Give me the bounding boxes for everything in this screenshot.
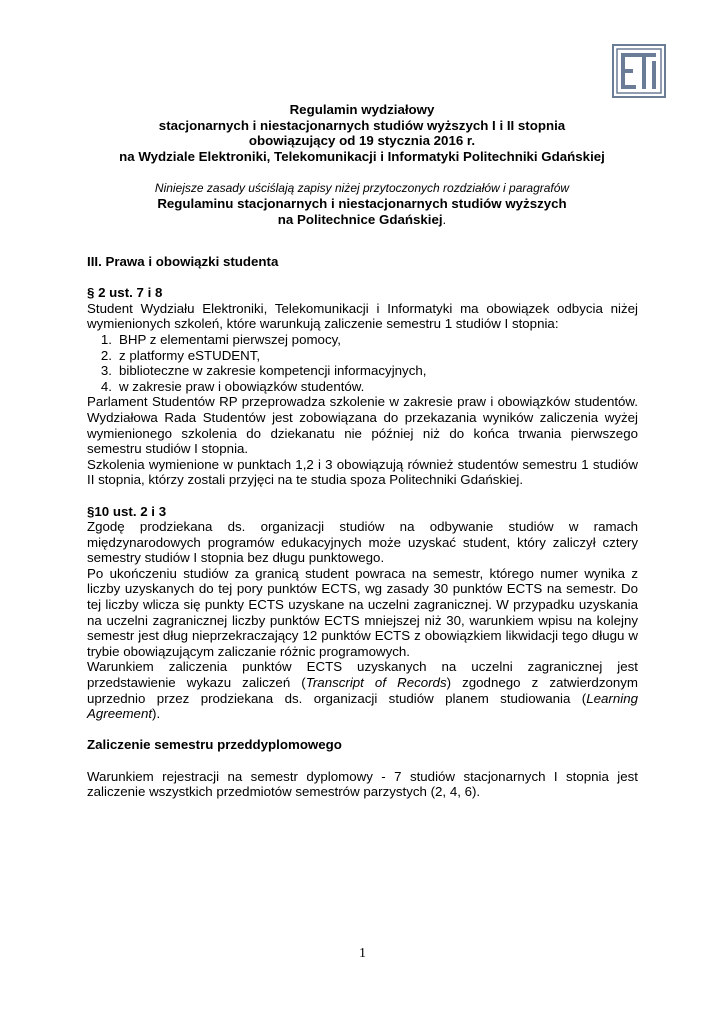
paragraph-10-text-1: Zgodę prodziekana ds. organizacji studiów na odbywanie studiów w ramach międzynarodowych programów edukacyjnych może uzyskać student, który zaliczył cztery semestry studiów I stopnia bez długu punktowego.	[87, 519, 638, 566]
text-run: Warunkiem zaliczenia punktów ECTS uzyskanych na uczelni zagranicznej jest przedstawienie wykazu zaliczeń (	[87, 659, 638, 691]
list-item-text: z platformy eSTUDENT,	[119, 347, 261, 363]
list-item-number: 2.	[100, 347, 112, 363]
paragraph-2-intro: Student Wydziału Elektroniki, Telekomunikacji i Informatyki ma obowiązek odbycia niżej wymienionych szkoleń, które warunkują zaliczenie semestru 1 studiów I stopnia:	[87, 300, 638, 332]
diploma-semester-text: Warunkiem rejestracji na semestr dyplomowy - 7 studiów stacjonarnych I stopnia jest zaliczenie wszystkich przedmiotów semestrów parzystych (2, 4, 6).	[87, 768, 638, 800]
list-item-number: 1.	[100, 331, 112, 347]
sub-title-name: na Politechnice Gdańskiej	[277, 211, 443, 227]
trainings-list	[87, 332, 638, 394]
paragraph-2-text-1: Parlament Studentów RP przeprowadza szkolenie w zakresie praw i obowiązków studentów. Wydziałowa Rada Studentów jest zobowiązana do przekazania wyników zaliczenia wyżej wymienionego szkolenia do dziekanatu nie później niż do końca trwania pierwszego semestru studiów I stopnia.	[87, 394, 638, 457]
document-header	[86, 102, 638, 228]
text-run: ) zgodnego z zatwierdzonym uprzednio przez prodziekana ds. organizacji studiów planem studiowania (	[87, 675, 638, 706]
paragraph-2-heading: § 2 ust. 7 i 8	[87, 285, 163, 301]
title-line-4: na Wydziale Elektroniki, Telekomunikacji i Informatyki Politechniki Gdańskiej	[119, 148, 605, 164]
list-item	[87, 348, 638, 364]
paragraph-10-text-2: Po ukończeniu studiów za granicą student powraca na semestr, którego numer wynika z liczby uzyskanych do tej pory punktów ECTS, wg zasady 30 punktów ECTS na semestr. Do tej liczby wlicza się punkty ECTS uzyskane na uczelni zagranicznej. W przypadku uzyskania na uczelni zagranicznej liczby punktów ECTS mniejszej niż 30, warunkiem wpisu na kolejny semestr jest dług nieprzekraczający 12 punktów ECTS z obowiązkiem likwidacji tego długu w trybie obowiązującym zaliczanie różnic programowych.	[87, 565, 638, 659]
title-line-1: Regulamin wydziałowy	[289, 102, 435, 117]
paragraph-2-text-2: Szkolenia wymienione w punktach 1,2 i 3 obowiązują również studentów semestru 1 studiów II stopnia, którzy zostali przyjęci na te studia spoza Politechniki Gdańskiej.	[87, 456, 638, 488]
title-line-2: stacjonarnych i niestacjonarnych studiów wyższych I i II stopnia	[158, 117, 566, 133]
transcript-of-records-term: Transcript of Records	[305, 675, 447, 691]
list-item	[87, 332, 638, 348]
title-line-3: obowiązujący od 19 stycznia 2016 r.	[248, 133, 476, 149]
learning-agreement-term: Learning Agreement	[87, 690, 638, 722]
list-item	[87, 379, 638, 395]
paragraph-10-heading: §10 ust. 2 i 3	[87, 503, 167, 519]
list-item-text: biblioteczne w zakresie kompetencji informacyjnych,	[119, 363, 427, 379]
sub-title-line-2	[86, 212, 638, 228]
page-number: 1	[359, 946, 366, 961]
eti-logo	[612, 44, 666, 98]
header-note: Niniejsze zasady uściślają zapisy niżej przytoczonych rozdziałów i paragrafów	[154, 181, 570, 196]
text-run: ).	[152, 706, 161, 722]
list-item-number: 3.	[100, 363, 112, 379]
list-item	[87, 363, 638, 379]
diploma-semester-heading: Zaliczenie semestru przeddyplomowego	[87, 737, 342, 753]
list-item-text: w zakresie praw i obowiązków studentów.	[119, 378, 365, 394]
sub-title-line-1: Regulaminu stacjonarnych i niestacjonarnych studiów wyższych	[157, 196, 567, 212]
paragraph-10-text-3	[87, 659, 638, 721]
section-heading: III. Prawa i obowiązki studenta	[87, 254, 279, 269]
document-body	[87, 254, 638, 800]
list-item-number: 4.	[100, 378, 112, 394]
list-item-text: BHP z elementami pierwszej pomocy,	[119, 331, 341, 347]
sub-title-period: .	[442, 211, 447, 227]
